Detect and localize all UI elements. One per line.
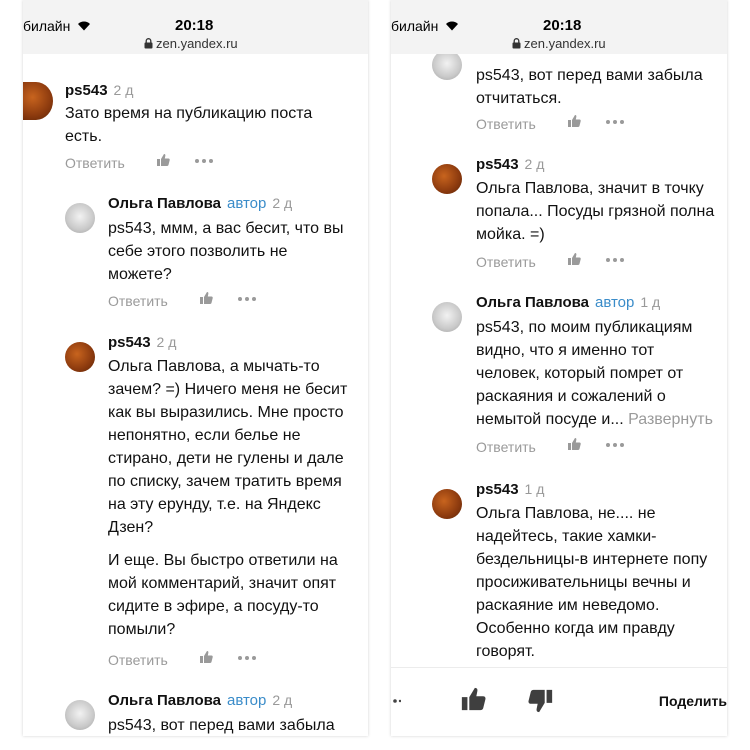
comment-age: 2 д [156,334,177,350]
clock: 20:18 [175,17,214,34]
bottom-action-bar [391,667,727,736]
url-text: zen.yandex.ru [156,36,238,51]
text-line: мойка. =) [476,226,545,243]
comment-actions [108,652,168,668]
comment-text [476,316,713,431]
share-button[interactable]: Поделить [658,693,727,709]
reply-button[interactable]: Ответить [108,293,168,309]
reply-button[interactable]: Ответить [476,439,536,455]
carrier-text: билайн [23,18,71,34]
expand-link[interactable]: Развернуть [628,411,713,428]
text-line: Дзен? [108,519,154,536]
author-badge: автор [226,195,267,212]
comment-header [476,481,544,498]
like-icon[interactable] [459,686,487,712]
avatar[interactable] [23,82,53,120]
comment-text [476,64,703,110]
text-line: Особенно когда им правду [476,620,675,637]
text-line: ps543, вот перед вами забыла [108,717,335,734]
text-line: немытой посуде и... [476,411,624,428]
like-icon[interactable] [199,291,213,305]
like-icon[interactable] [199,650,213,664]
lock-icon [512,38,521,49]
comment-header [65,82,133,99]
text-line: на эту ерунду, т.е. на Яндекс [108,496,321,513]
text-line: человек, который помрет от [476,365,684,382]
like-icon[interactable] [567,437,581,451]
text-line: сидите в эфире, а посуду-то [108,598,319,615]
more-icon[interactable] [238,656,256,660]
comment-actions [108,293,168,309]
text-line: ps543, ммм, а вас бесит, что вы [108,220,344,237]
text-line: можете? [108,266,172,283]
text-line: попала... Посуды грязной полна [476,203,715,220]
reply-button[interactable]: Ответить [476,116,536,132]
text-line: отчитаться. [476,90,562,107]
url-text: zen.yandex.ru [524,36,606,51]
lock-icon [144,38,153,49]
avatar[interactable] [432,302,462,332]
more-icon[interactable] [606,258,624,262]
author-name[interactable]: ps543 [476,156,519,173]
right-screenshot-panel [391,0,727,736]
comment-age: 2 д [272,195,293,211]
text-line: бездельницы-в интернете попу [476,551,708,568]
avatar[interactable] [432,164,462,194]
text-line: ps543, по моим публикациям [476,319,693,336]
text-line: раскаяние им неведомо. [476,597,660,614]
like-icon[interactable] [567,252,581,266]
text-line: просиживательницы вечны и [476,574,691,591]
wifi-icon [77,20,91,31]
comment-age: 1 д [524,481,545,497]
text-line: помыли? [108,621,176,638]
avatar[interactable] [432,489,462,519]
reply-button[interactable]: Ответить [476,254,536,270]
comment-age: 2 д [272,692,293,708]
text-line: мой комментарий, значит опят [108,575,337,592]
author-name[interactable]: ps543 [476,481,519,498]
comment-header [108,195,292,212]
text-line: Ольга Павлова, значит в точку [476,180,704,197]
text-line: говорят. [476,643,535,660]
more-icon[interactable] [238,297,256,301]
author-name[interactable]: ps543 [65,82,108,99]
text-line: себе этого позволить не [108,243,288,260]
text-line: видно, что я именно тот [476,342,655,359]
text-line: И еще. Вы быстро ответили на [108,552,338,569]
text-line: стирано, дети не гулены и дале [108,450,344,467]
like-icon[interactable] [567,114,581,128]
more-icon[interactable] [606,443,624,447]
like-icon[interactable] [156,153,170,167]
comment-text [65,102,312,148]
reply-button[interactable]: Ответить [65,155,125,171]
author-name[interactable]: Ольга Павлова [476,294,589,311]
text-line: есть. [65,128,103,145]
author-badge: автор [226,692,267,709]
comment-text [108,217,343,286]
comment-text [108,355,347,641]
clock: 20:18 [543,17,582,34]
comment-header [108,692,292,709]
avatar[interactable] [432,50,462,80]
comment-actions [65,155,125,171]
carrier-label [23,18,91,34]
wifi-icon [445,20,459,31]
status-bar [391,0,727,54]
comment-age: 1 д [640,294,661,310]
dots-icon[interactable] [393,699,401,703]
comment-text [476,502,707,663]
comment-age: 2 д [113,82,134,98]
text-line: надейтесь, такие хамки- [476,528,657,545]
url-bar[interactable] [144,36,238,51]
carrier-text: билайн [391,18,439,34]
avatar[interactable] [65,700,95,730]
text-line: раскаяния и сожалений о [476,388,666,405]
text-line: как вы выразились. Мне просто [108,404,344,421]
comment-header [476,156,544,173]
author-name[interactable]: ps543 [108,334,151,351]
author-badge: автор [594,294,635,311]
comment-actions [476,116,536,132]
text-line: Ольга Павлова, а мычать-то [108,358,320,375]
text-line: Зато время на публикацию поста [65,105,313,122]
text-line: непонятно, если белье не [108,427,301,444]
comment-text [108,714,335,736]
text-line: ps543, вот перед вами забыла [476,67,703,84]
reply-button[interactable]: Ответить [108,652,168,668]
text-line: по списку, зачем тратить время [108,473,342,490]
comment-actions [476,439,536,455]
url-bar[interactable] [512,36,606,51]
avatar[interactable] [65,342,95,372]
comment-header [476,294,660,311]
more-icon[interactable] [606,120,624,124]
comment-age: 2 д [524,156,545,172]
comment-text [476,177,714,246]
comment-header [108,334,176,351]
comment-actions [476,254,536,270]
avatar[interactable] [65,203,95,233]
more-icon[interactable] [195,159,213,163]
author-name[interactable]: Ольга Павлова [108,195,221,212]
dislike-icon[interactable] [527,688,555,714]
text-line: зачем? =) Ничего меня не бесит [108,381,348,398]
left-screenshot-panel [23,0,368,736]
text-line: Ольга Павлова, не.... не [476,505,656,522]
carrier-label [391,18,459,34]
author-name[interactable]: Ольга Павлова [108,692,221,709]
status-bar [23,0,368,54]
